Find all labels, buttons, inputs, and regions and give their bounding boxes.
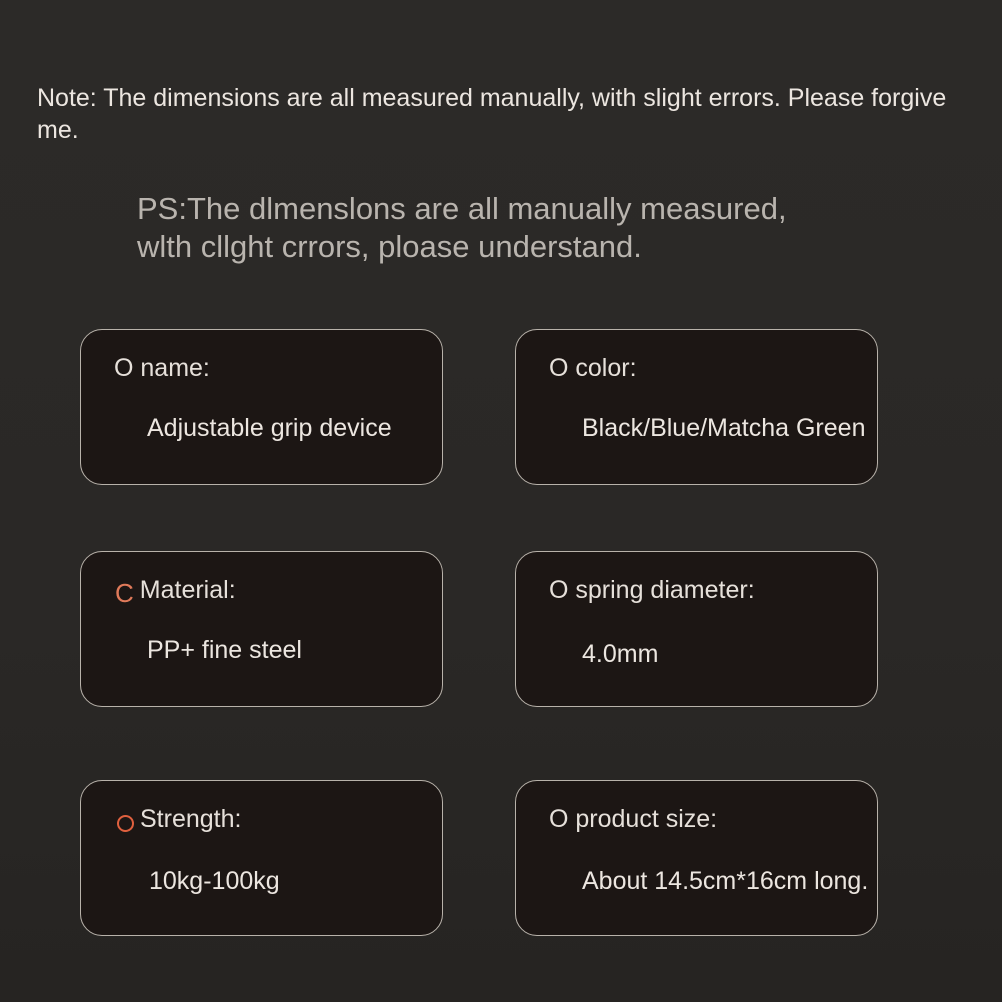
card-name [80, 329, 443, 485]
card-strength-label: Strength: [140, 805, 242, 833]
card-spring-diameter [515, 551, 878, 707]
card-product-size [515, 780, 878, 936]
card-color-label: O color: [549, 354, 637, 382]
card-name-label: O name: [114, 354, 210, 382]
circle-marker-icon [117, 815, 134, 832]
ps-line-1: PS:The dlmenslons are all manually measured, [137, 191, 787, 226]
card-color-value: Black/Blue/Matcha Green [582, 414, 866, 442]
ps-text [137, 190, 857, 266]
card-color [515, 329, 878, 485]
card-spring-diameter-label: O spring diameter: [549, 576, 755, 604]
card-strength [80, 780, 443, 936]
card-name-value: Adjustable grip device [147, 414, 392, 442]
card-strength-value: 10kg-100kg [149, 867, 280, 895]
ps-line-2: wlth cllght crrors, ploase understand. [137, 229, 642, 264]
card-material-label-row [115, 574, 236, 609]
card-material [80, 551, 443, 707]
card-strength-label-row [117, 803, 241, 835]
card-product-size-label: O product size: [549, 805, 718, 833]
card-material-label: Material: [139, 576, 236, 604]
card-material-marker: C [115, 578, 134, 608]
card-product-size-value: About 14.5cm*16cm long. [582, 867, 869, 895]
card-material-value: PP+ fine steel [147, 636, 302, 664]
card-spring-diameter-value: 4.0mm [582, 640, 659, 668]
note-text: Note: The dimensions are all measured manually, with slight errors. Please forgive me. [37, 84, 947, 144]
